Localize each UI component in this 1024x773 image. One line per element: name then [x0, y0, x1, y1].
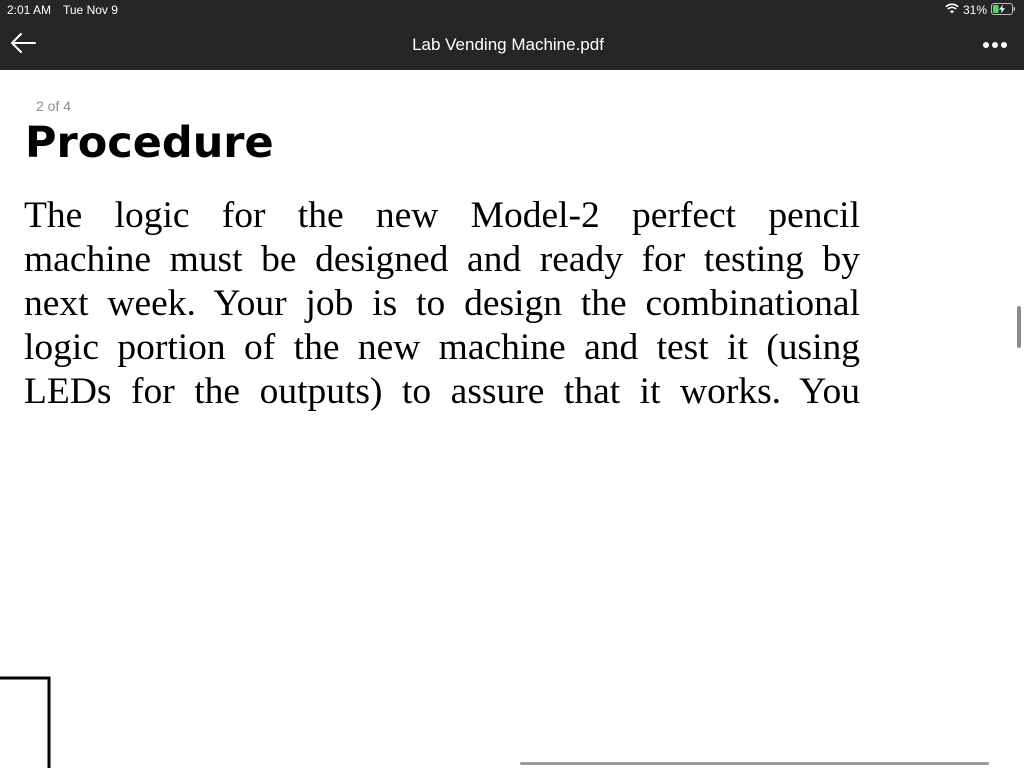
body-line: logic portion of the new machine and test it (using — [24, 327, 860, 368]
body-line: The logic for the new Model-2 perfect pencil — [24, 195, 860, 236]
body-line: machine must be designed and ready for testing by — [24, 239, 860, 280]
document-body — [24, 194, 860, 414]
wifi-icon — [945, 3, 959, 17]
battery-percent: 31% — [962, 3, 987, 17]
top-bar — [0, 0, 1024, 70]
more-horizontal-icon — [982, 36, 1008, 54]
home-indicator[interactable] — [520, 762, 989, 765]
battery-charging-icon — [991, 3, 1016, 18]
more-button[interactable] — [980, 33, 1010, 57]
status-indicators — [945, 2, 1016, 18]
section-heading: Procedure — [25, 118, 274, 168]
body-line: LEDs for the outputs) to assure that it works. You — [24, 371, 860, 412]
document-title: Lab Vending Machine.pdf — [412, 35, 604, 54]
page-counter: 2 of 4 — [36, 98, 72, 114]
scroll-indicator[interactable] — [1017, 306, 1021, 348]
status-date: Tue Nov 9 — [63, 3, 118, 17]
figure-fragment — [0, 676, 52, 768]
status-time: 2:01 AM — [7, 3, 52, 17]
body-line: next week. Your job is to design the combinational — [24, 283, 860, 324]
